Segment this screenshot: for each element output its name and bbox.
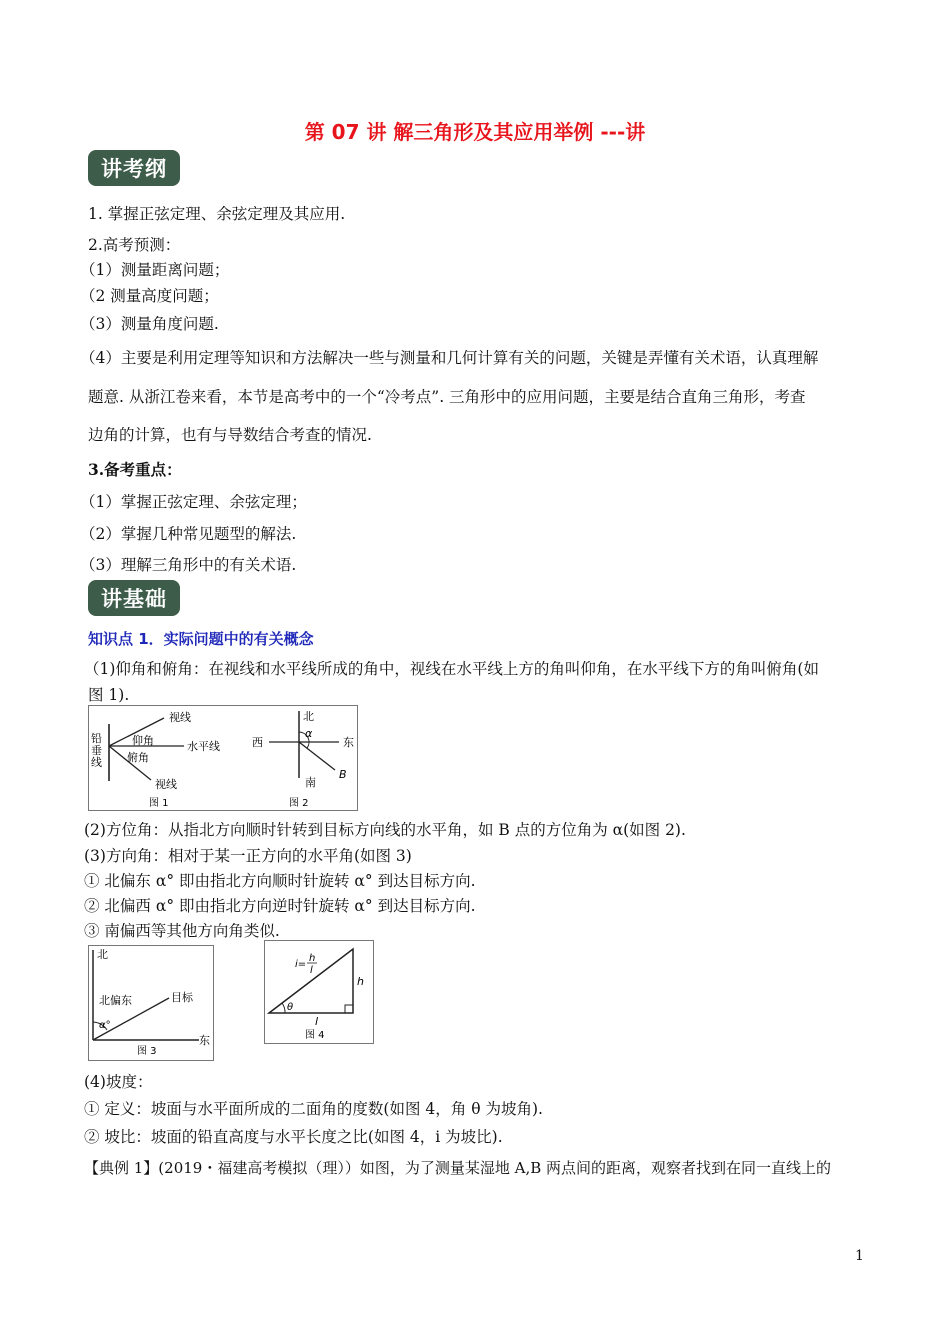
fig1-plumb-label-2: 垂 (91, 744, 102, 757)
fig1-sight-lower: 视线 (155, 778, 177, 791)
fig2-caption: 图 2 (289, 798, 309, 809)
outline-item-1: 1. 掌握正弦定理、余弦定理及其应用. (88, 205, 346, 223)
fig3-north: 北 (97, 948, 108, 961)
prep-heading: 3.备考重点： (88, 460, 182, 479)
fig1-plumb-label-1: 铅 (91, 732, 102, 745)
forecast-item-2: （2 测量高度问题； (80, 287, 219, 305)
fig3-target: 目标 (171, 991, 193, 1004)
forecast-item-3: （3）测量角度问题. (80, 315, 219, 333)
direction-item-1: ① 北偏东 α° 即由指北方向顺时针旋转 α° 到达目标方向. (84, 872, 476, 890)
section-badge-outline: 讲考纲 (88, 150, 180, 186)
fig4-formula-l: l (310, 965, 313, 976)
figure-1-2-svg (89, 706, 357, 810)
figure-4-box (264, 940, 374, 1044)
example-1-intro: 【典例 1】(2019・福建高考模拟（理））如图，为了测量某湿地 A,B 两点间的距离，观察者找到在同一直线上的 (84, 1159, 832, 1177)
prep-item-2: （2）掌握几种常见题型的解法. (80, 525, 297, 543)
slope-definition: ① 定义：坡面与水平面所成的二面角的度数(如图 4，角 θ 为坡角). (84, 1100, 543, 1118)
knowledge-point-title: 知识点 1．实际问题中的有关概念 (88, 630, 314, 648)
forecast-para-line-1: （4）主要是利用定理等知识和方法解决一些与测量和几何计算有关的问题，关键是弄懂有关术语，认真理解 (80, 349, 819, 367)
fig4-right-angle (345, 1005, 353, 1013)
fig2-bearing-line (299, 742, 335, 770)
elevation-para-line-2: 图 1). (88, 686, 130, 704)
slope-ratio: ② 坡比：坡面的铅直高度与水平长度之比(如图 4，i 为坡比). (84, 1128, 503, 1146)
azimuth-para: (2)方位角：从指北方向顺时针转到目标方向线的水平角，如 B 点的方位角为 α(如图 2). (84, 821, 686, 839)
fig3-angle: α° (99, 1020, 111, 1031)
fig1-caption: 图 1 (149, 798, 169, 809)
fig4-h: h (357, 975, 364, 988)
page-title: 第 07 讲 解三角形及其应用举例 ---讲 (304, 120, 646, 144)
fig1-horizontal: 水平线 (187, 740, 220, 753)
page-number: 1 (855, 1248, 864, 1264)
fig4-l: l (315, 1015, 319, 1028)
prep-item-3: （3）理解三角形中的有关术语. (80, 556, 297, 574)
fig1-elevation: 仰角 (132, 734, 154, 747)
fig3-label: 北偏东 (99, 994, 132, 1007)
fig4-theta: θ (287, 1002, 294, 1013)
fig1-sight-upper: 视线 (169, 711, 191, 724)
forecast-item-1: （1）测量距离问题； (80, 261, 230, 279)
fig3-east: 东 (199, 1034, 210, 1047)
forecast-para-line-3: 边角的计算，也有与导数结合考查的情况. (88, 426, 372, 444)
direction-item-2: ② 北偏西 α° 即由指北方向逆时针旋转 α° 到达目标方向. (84, 897, 476, 915)
fig4-caption: 图 4 (305, 1030, 325, 1041)
figure-3-svg (89, 946, 213, 1060)
fig1-depression: 俯角 (127, 751, 149, 764)
fig4-formula-h: h (309, 953, 316, 964)
forecast-para-line-2: 题意. 从浙江卷来看，本节是高考中的一个“冷考点”. 三角形中的应用问题，主要是结合直角三角形，考查 (88, 388, 806, 406)
fig2-south: 南 (305, 776, 316, 789)
fig2-alpha: α (305, 727, 313, 740)
elevation-para-line-1: （1)仰角和俯角：在视线和水平线所成的角中，视线在水平线上方的角叫仰角，在水平线下方的角叫俯角(如 (84, 660, 819, 678)
direction-item-3: ③ 南偏西等其他方向角类似. (84, 922, 280, 940)
fig2-point-b: B (339, 768, 347, 781)
fig3-caption: 图 3 (137, 1046, 157, 1057)
figure-4-svg (265, 941, 373, 1043)
slope-heading: (4)坡度： (84, 1073, 153, 1091)
fig2-east: 东 (343, 736, 354, 749)
figure-1-2-box (88, 705, 358, 811)
fig4-angle-arc (282, 1003, 285, 1013)
direction-angle-para: (3)方向角：相对于某一正方向的水平角(如图 3) (84, 847, 412, 865)
prep-item-1: （1）掌握正弦定理、余弦定理； (80, 493, 307, 511)
fig2-north: 北 (303, 710, 314, 723)
fig2-west: 西 (252, 736, 263, 749)
fig1-plumb-label-3: 线 (91, 756, 102, 769)
fig4-formula-i: i= (295, 959, 307, 970)
section-badge-basics: 讲基础 (88, 580, 180, 616)
outline-item-2: 2.高考预测： (88, 236, 181, 254)
figure-3-box (88, 945, 214, 1061)
